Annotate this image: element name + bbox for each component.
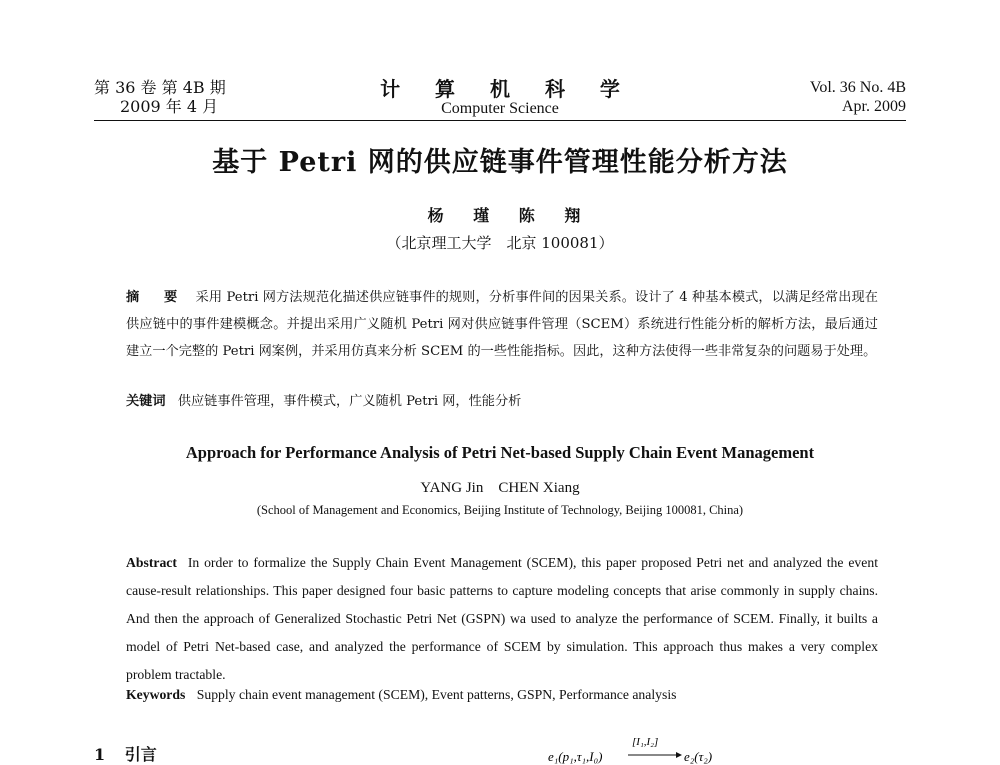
keywords-en-label: Keywords [126, 687, 186, 702]
journal-name [94, 78, 906, 118]
authors-en: YANG Jin CHEN Xiang [420, 480, 580, 496]
abstract-cn-label: 摘 要 [126, 290, 188, 305]
abstract-en [126, 549, 878, 689]
abstract-cn [126, 284, 878, 365]
keywords-cn-label: 关键词 [126, 394, 166, 409]
keywords-cn [126, 392, 878, 412]
journal-header [94, 78, 906, 120]
abstract-en-label: Abstract [126, 555, 177, 570]
paper-title-cn: 基于 Petri 网的供应链事件管理性能分析方法 [212, 147, 788, 178]
section-heading [94, 742, 157, 765]
issue-info-en [810, 78, 906, 116]
formula-arrowhead [676, 752, 682, 758]
abstract-en-text: In order to formalize the Supply Chain Event Management (SCEM), this paper proposed Petri net and analyzed the event cause-result relationships. This paper designed four basic patterns to capture modeling concepts that arise commonly in supply chains. And then the approach of Generalized Stochastic Petri Net (GSPN) wa used to analyze the performance of SCEM. Finally, it builts a model of Petri Net-based case, and analyzed the performance of SCEM by simulation. This approach thus makes a very complex problem tractable. [126, 555, 878, 682]
affiliation-en: (School of Management and Economics, Beijing Institute of Technology, Beijing 100081, China) [256, 503, 744, 517]
keywords-cn-text: 供应链事件管理，事件模式，广义随机 Petri 网，性能分析 [177, 394, 522, 409]
date-cn: 2009 年 4 月 [120, 97, 219, 116]
formula-left: e₁(p₁,τ₁,I₀) [548, 749, 603, 764]
keywords-en-text: Supply chain event management (SCEM), Event patterns, GSPN, Performance analysis [196, 687, 677, 702]
keywords-en [126, 685, 878, 705]
journal-name-cn: 计 算 机 科 学 [380, 77, 634, 101]
volume-cn: 第 36 卷 第 4B 期 [94, 78, 226, 97]
affiliation-cn: （北京理工大学 北京 100081） [386, 234, 614, 252]
formula-right: e₂(τ₂) [684, 749, 713, 764]
formula-arrow-label: [I₁,I₂] [632, 736, 659, 748]
section-number: 1 [94, 745, 106, 764]
date-en: Apr. 2009 [842, 98, 906, 115]
header-rule [94, 120, 906, 121]
volume-en: Vol. 36 No. 4B [809, 79, 906, 96]
paper-title-en: Approach for Performance Analysis of Petri Net-based Supply Chain Event Management [185, 443, 815, 462]
authors-cn: 杨 瑾 陈 翔 [427, 206, 593, 225]
journal-name-en: Computer Science [441, 100, 559, 117]
abstract-cn-text: 采用 Petri 网方法规范化描述供应链事件的规则，分析事件间的因果关系。设计了 4 种基本模式，以满足经常出现在供应链中的事件建模概念。并提出采用广义随机 Petri 网对供应链事件管理（SCEM）系统进行性能分析的解析方法，最后通过建立一个完整的 Petri 网案例，并采用仿真来分析 SCEM 的一些性能指标。因此，这种方法使得一些非常复杂的问题易于处理。 [126, 290, 878, 359]
section-title: 引言 [124, 745, 157, 764]
